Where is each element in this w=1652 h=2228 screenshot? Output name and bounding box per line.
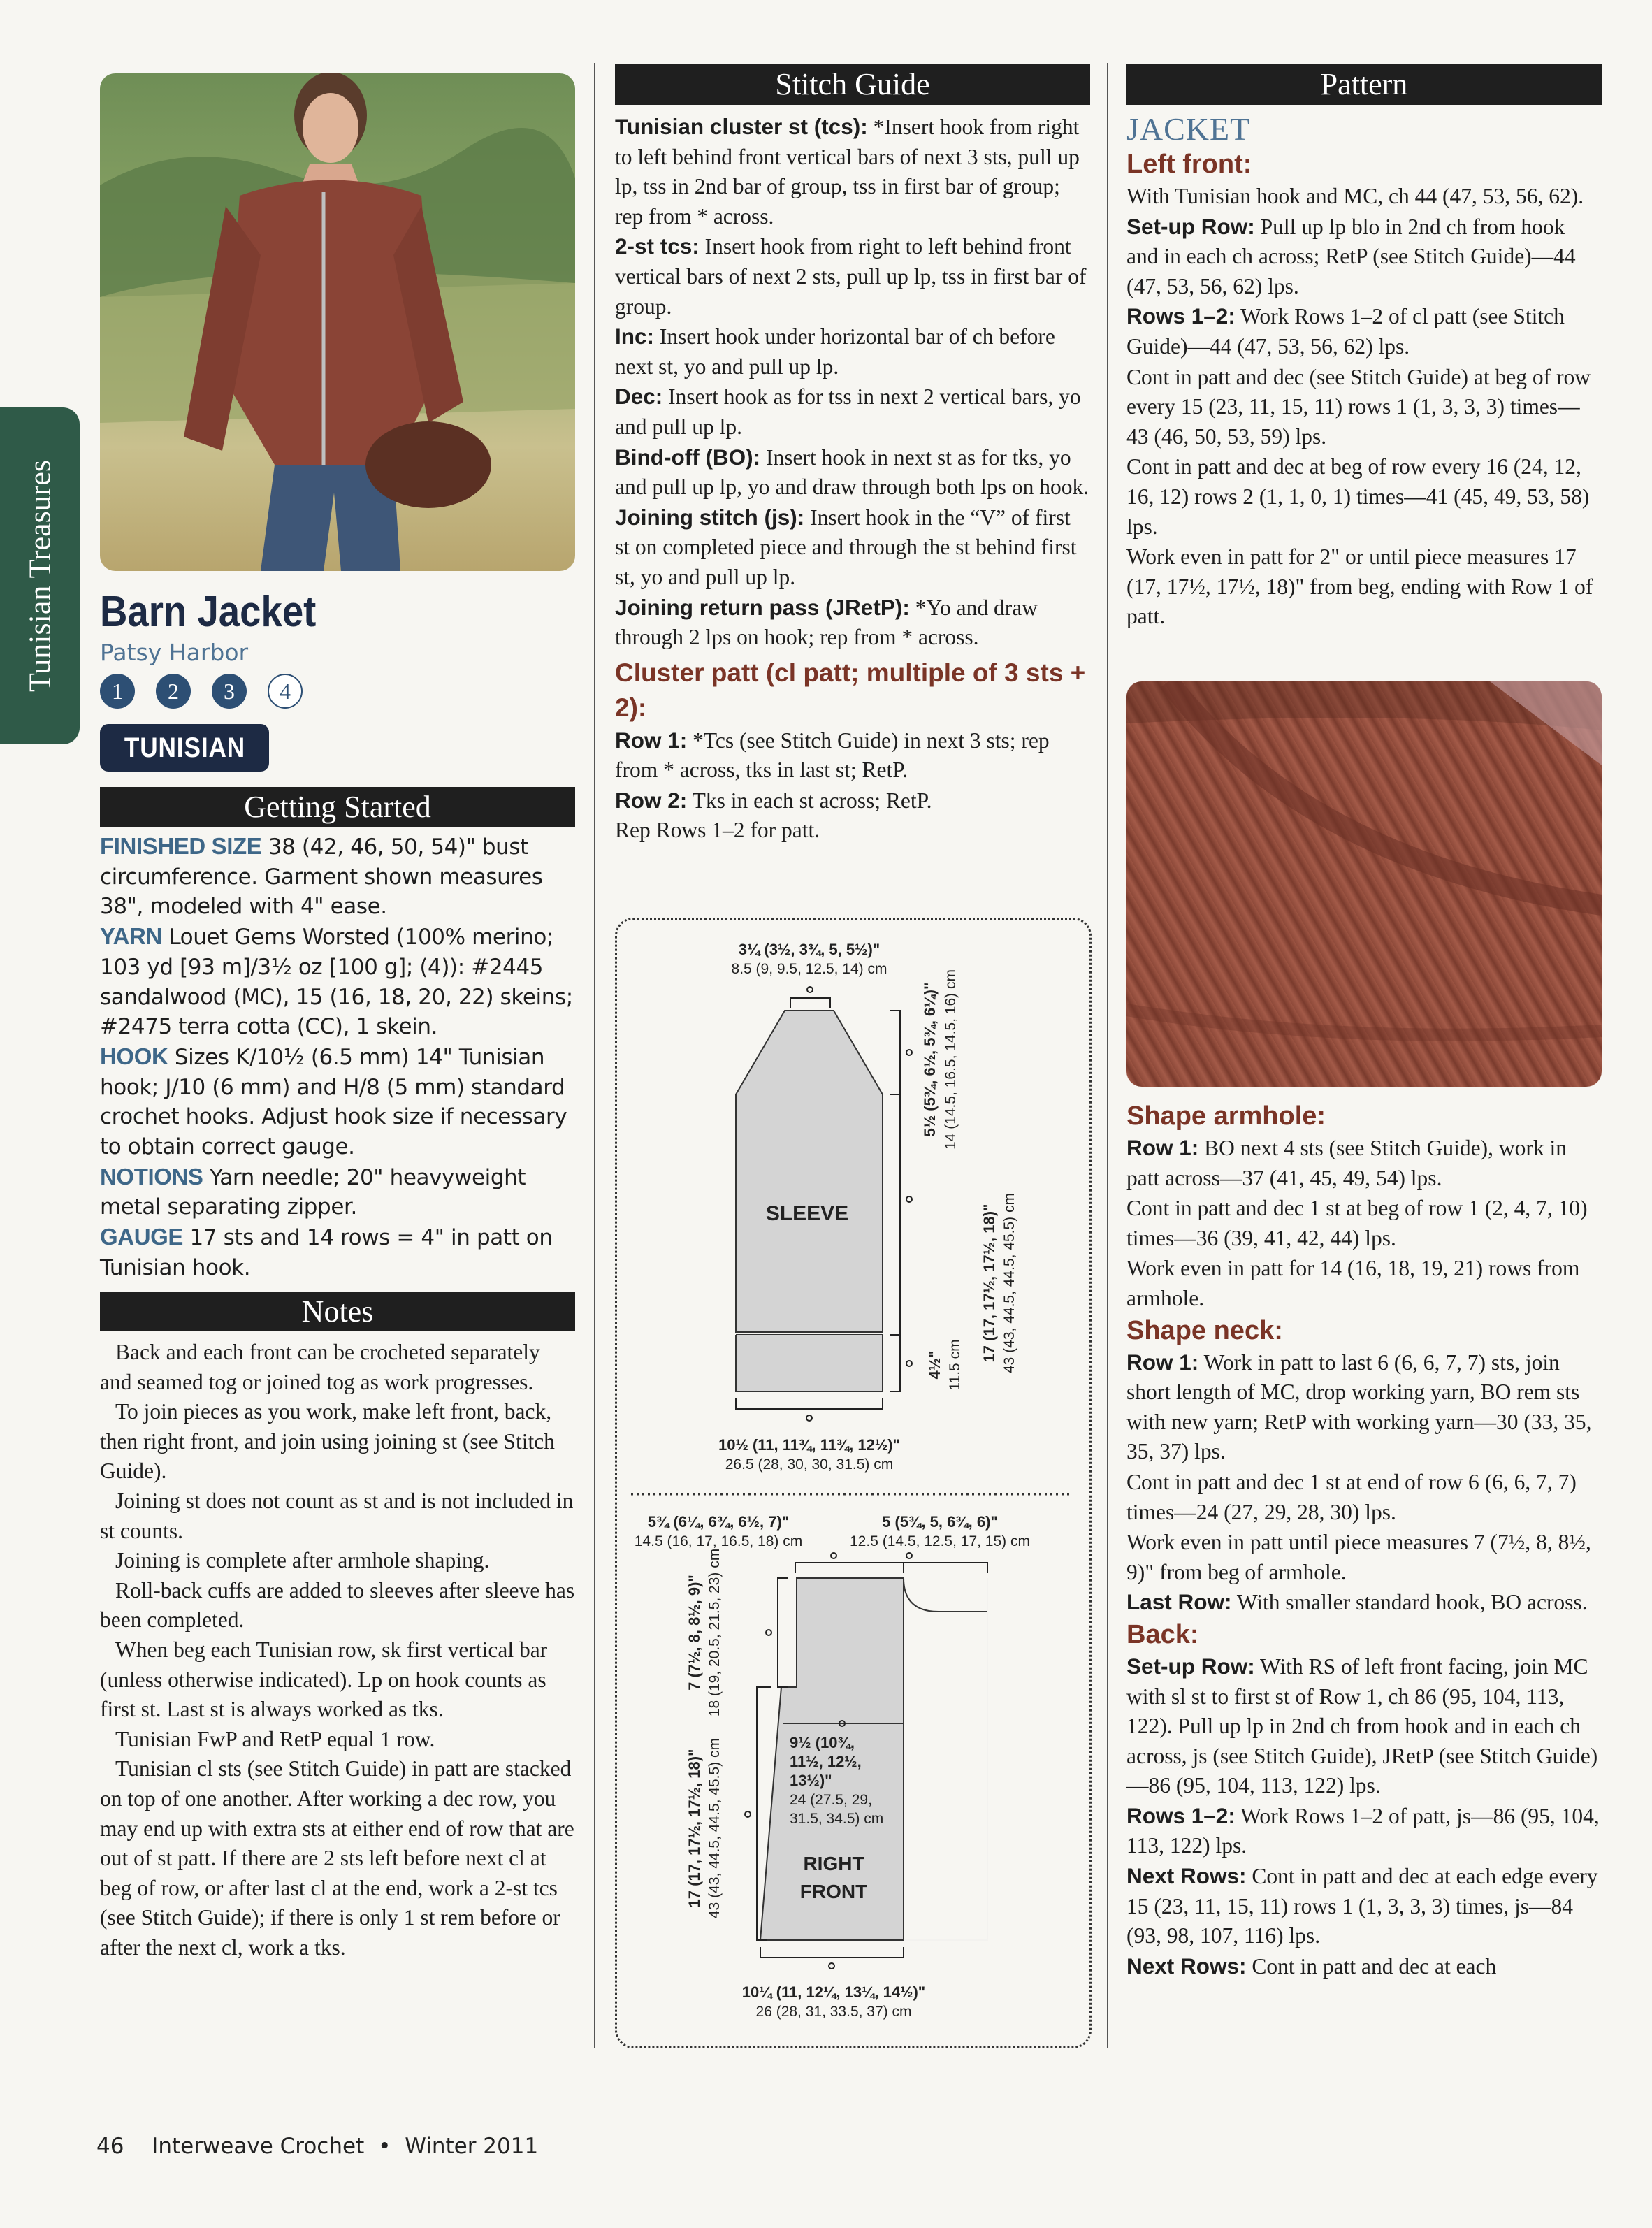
finished-size-item: FINISHED SIZE 38 (42, 46, 50, 54)" bust circumference. Garment shown measures 38", modeled with 4" ease. xyxy=(100,833,543,920)
front-width-line-1: 9½ (10¾, xyxy=(790,1734,855,1751)
back-para: Set-up Row: With RS of left front facing, join MC with sl st to first st of Row 1, ch 86 (95, 104, 113, 122). Pull up lp in 2nd ch from hook and in each ch across, js (see Stitch Guide), JRetP (see Stitch Guide)—86 (95, 104, 113, 122) lps. xyxy=(1126,1653,1598,1798)
back-para: Next Rows: Cont in patt and dec at each edge every 15 (23, 11, 15, 11) rows 1 (1, 3, 3, 3) times, js—84 (93, 98, 107, 116) lps. xyxy=(1126,1863,1598,1948)
cluster-row-2: Row 2: Tks in each st across; RetP. xyxy=(615,787,932,813)
sleeve-shape xyxy=(736,1011,883,1332)
front-bottom-bracket xyxy=(760,1947,904,1958)
schematic-drawing xyxy=(617,920,1089,2046)
getting-started-heading: Getting Started xyxy=(100,787,575,827)
sleeve-length-marker xyxy=(906,1196,912,1202)
designer-name: Patsy Harbor xyxy=(100,639,249,666)
stitch-joining: Joining stitch (js): Insert hook in the “V” of first st on completed piece and through the st behind first st, yo and pull up lp. xyxy=(615,504,1077,589)
sleeve-cuff-inches: 4½" xyxy=(926,1350,943,1380)
sleeve-length-inches: 17 (17, 17½, 17½, 18)" xyxy=(980,1203,998,1363)
sleeve-bottom-bracket xyxy=(736,1398,883,1409)
stitch-bind-off: Bind-off (BO): Insert hook in next st as for tks, yo and pull up lp, yo and draw through both lps on hook. xyxy=(615,444,1089,500)
sleeve-bottom-cm: 26.5 (28, 30, 30, 31.5) cm xyxy=(725,1456,894,1473)
sleeve-cap-inches: 5½ (5¾, 6½, 5¾, 6¼)" xyxy=(921,982,939,1137)
cluster-rep: Rep Rows 1–2 for patt. xyxy=(615,818,820,843)
front-neck-inches: 5 (5¾, 5, 6¾, 6)" xyxy=(882,1513,998,1531)
front-armhole-bracket xyxy=(778,1578,788,1687)
skill-level-2: 2 xyxy=(156,674,191,709)
sleeve-length-bracket xyxy=(890,1094,900,1391)
stitch-tcs: Tunisian cluster st (tcs): *Insert hook from right to left behind front vertical bars of next 3 sts, pull up lp, tss in 2nd bar of group, tss in first bar of group; rep from * across. xyxy=(615,114,1080,229)
technique-badge: TUNISIAN xyxy=(100,724,269,772)
side-tab-label: Tunisian Treasures xyxy=(22,459,57,693)
column-divider xyxy=(594,63,595,2048)
getting-started-list xyxy=(100,832,575,1283)
sleeve-top-cm: 8.5 (9, 9.5, 12.5, 14) cm xyxy=(731,961,887,977)
skill-level-3: 3 xyxy=(212,674,247,709)
front-neck-bracket xyxy=(904,1563,987,1573)
front-armhole-inches: 7 (7½, 8, 8½, 9)" xyxy=(686,1575,703,1691)
note-paragraph: To join pieces as you work, make left front, back, then right front, and join using joining st (see Stitch Guide). xyxy=(100,1399,555,1484)
note-paragraph: Roll-back cuffs are added to sleeves after sleeve has been completed. xyxy=(100,1577,575,1633)
stitch-guide-body xyxy=(615,112,1090,846)
stitch-detail-photo xyxy=(1126,681,1602,1087)
front-side-cm: 43 (43, 44.5, 44.5, 45.5) cm xyxy=(707,1738,723,1918)
hook-item: HOOK Sizes K/10½ (6.5 mm) 14" Tunisian hook; J/10 (6 mm) and H/8 (5 mm) standard crochet hooks. Adjust hook size if necessary to obtain correct gauge. xyxy=(100,1043,567,1160)
stitch-guide-heading: Stitch Guide xyxy=(615,64,1090,105)
footer-bullet: • xyxy=(378,2134,391,2159)
back-heading: Back: xyxy=(1126,1619,1199,1649)
sleeve-cuff-marker xyxy=(906,1361,912,1366)
armhole-para: Row 1: BO next 4 sts (see Stitch Guide), work in patt across—37 (41, 45, 49, 54) lps. xyxy=(1126,1135,1567,1190)
front-shoulder-bracket xyxy=(795,1563,904,1573)
shape-armhole-heading: Shape armhole: xyxy=(1126,1101,1326,1131)
front-bottom-marker xyxy=(829,1963,834,1969)
model-photo xyxy=(100,73,575,571)
neck-para: Work even in patt until piece measures 7 (7½, 8, 8½, 9)" from beg of armhole. xyxy=(1126,1530,1591,1584)
front-width-line-3: 13½)" xyxy=(790,1772,832,1789)
left-front-para: Work even in patt for 2" or until piece measures 17 (17, 17½, 17½, 18)" from beg, ending with Row 1 of patt. xyxy=(1126,544,1593,629)
note-paragraph: Back and each front can be crocheted separately and seamed tog or joined tog as work progresses. xyxy=(100,1340,540,1394)
notions-item: NOTIONS Yarn needle; 20" heavyweight metal separating zipper. xyxy=(100,1163,526,1220)
jacket-section-heading: JACKET xyxy=(1126,111,1251,147)
front-label-line1: RIGHT xyxy=(803,1853,864,1874)
left-front-para: With Tunisian hook and MC, ch 44 (47, 53, 56, 62). xyxy=(1126,184,1584,208)
front-side-marker xyxy=(745,1811,751,1817)
sleeve-cuff-bracket xyxy=(890,1335,900,1391)
model-photo-art xyxy=(100,73,575,571)
front-shoulder-cm: 14.5 (16, 17, 16.5, 18) cm xyxy=(634,1533,803,1549)
stitch-2st-tcs: 2-st tcs: Insert hook from right to left behind front vertical bars of next 2 sts, pull up lp, tss in first bar of group. xyxy=(615,233,1087,319)
front-bottom-cm: 26 (28, 31, 33.5, 37) cm xyxy=(755,2004,912,2020)
left-front-para: Cont in patt and dec at beg of row every 16 (24, 12, 16, 12) rows 2 (1, 1, 0, 1) times—41 (45, 49, 53, 58) lps. xyxy=(1126,454,1590,539)
note-paragraph: When beg each Tunisian row, sk first vertical bar (unless otherwise indicated). Lp on hook counts as first st. Last st is always worked as tks. xyxy=(100,1637,548,1722)
sleeve-top-inches: 3¼ (3½, 3¾, 5, 5½)" xyxy=(738,941,881,958)
stitch-dec: Dec: Insert hook as for tss in next 2 vertical bars, yo and pull up lp. xyxy=(615,384,1081,439)
armhole-para: Work even in patt for 14 (16, 18, 19, 21) rows from armhole. xyxy=(1126,1256,1580,1310)
page-footer xyxy=(96,2134,538,2159)
side-tab xyxy=(0,407,80,744)
back-para: Rows 1–2: Work Rows 1–2 of patt, js—86 (95, 104, 113, 122) lps. xyxy=(1126,1802,1600,1858)
gauge-item: GAUGE 17 sts and 14 rows = 4" in patt on Tunisian hook. xyxy=(100,1224,553,1280)
stitch-inc: Inc: Insert hook under horizontal bar of ch before next st, yo and pull up lp. xyxy=(615,324,1055,379)
front-width-cm-2: 31.5, 34.5) cm xyxy=(790,1811,884,1827)
front-width-line-2: 11½, 12½, xyxy=(790,1753,862,1770)
sleeve-length-cm: 43 (43, 44.5, 44.5, 45.5) cm xyxy=(1001,1193,1017,1373)
left-front-body xyxy=(1126,147,1602,632)
left-front-para: Cont in patt and dec (see Stitch Guide) at beg of row every 15 (23, 11, 15, 11) rows 1 (1, 3, 3, 3) times—43 (46, 50, 53, 59) lps. xyxy=(1126,364,1591,449)
front-neck-cm: 12.5 (14.5, 12.5, 17, 15) cm xyxy=(850,1533,1030,1549)
front-side-inches: 17 (17, 17½, 17½, 18)" xyxy=(686,1749,703,1908)
front-label-line2: FRONT xyxy=(799,1881,868,1902)
pattern-heading: Pattern xyxy=(1126,64,1602,105)
cluster-row-1: Row 1: *Tcs (see Stitch Guide) in next 3 sts; rep from * across, tks in last st; RetP. xyxy=(615,727,1050,783)
front-shoulder-inches: 5¾ (6¼, 6¾, 6½, 7)" xyxy=(647,1513,790,1531)
page-number: 46 xyxy=(96,2134,124,2159)
notes-body xyxy=(100,1338,575,1962)
front-armhole-cm: 18 (19, 20.5, 21.5, 23) cm xyxy=(707,1548,723,1717)
armhole-para: Cont in patt and dec 1 st at beg of row 1 (2, 4, 7, 10) times—36 (39, 41, 42, 44) lps. xyxy=(1126,1196,1588,1250)
schematic-panel xyxy=(615,918,1092,2048)
sleeve-top-bracket xyxy=(790,998,830,1008)
pattern-title: Barn Jacket xyxy=(100,588,317,636)
shape-neck-heading: Shape neck: xyxy=(1126,1315,1283,1345)
yarn-item: YARN Louet Gems Worsted (100% merino; 103 yd [93 m]/3½ oz [100 g]; (4)): #2445 sandalwood (MC), 15 (16, 18, 20, 22) skeins; #2475 terra cotta (CC), 1 skein. xyxy=(100,923,573,1040)
left-front-para: Rows 1–2: Work Rows 1–2 of cl patt (see Stitch Guide)—44 (47, 53, 56, 62) lps. xyxy=(1126,303,1565,359)
publication-name: Interweave Crochet xyxy=(152,2134,365,2159)
sleeve-cap-cm: 14 (14.5, 16.5, 14.5, 16) cm xyxy=(943,969,959,1150)
sleeve-cuff-cm: 11.5 cm xyxy=(947,1339,963,1391)
note-paragraph: Tunisian FwP and RetP equal 1 row. xyxy=(115,1726,435,1751)
sleeve-bottom-marker xyxy=(806,1415,812,1421)
stitch-jretp: Joining return pass (JRetP): *Yo and draw through 2 lps on hook; rep from * across. xyxy=(615,594,1038,650)
left-front-heading: Left front: xyxy=(1126,150,1252,179)
cluster-patt-heading: Cluster patt (cl patt; multiple of 3 sts + 2): xyxy=(615,658,1086,722)
front-neck-marker xyxy=(906,1553,912,1558)
skill-level-4: 4 xyxy=(268,674,303,709)
sleeve-cap-bracket xyxy=(890,1011,900,1094)
note-paragraph: Joining is complete after armhole shaping. xyxy=(115,1548,490,1573)
front-armhole-marker xyxy=(766,1630,771,1635)
armhole-neck-back-body xyxy=(1126,1099,1602,1981)
skill-level-indicator xyxy=(100,674,303,709)
skill-level-1: 1 xyxy=(100,674,135,709)
sleeve-label: SLEEVE xyxy=(765,1202,849,1225)
neck-para: Row 1: Work in patt to last 6 (6, 6, 7, 7) sts, join short length of MC, drop working yarn, BO rem sts with new yarn; RetP with working yarn—30 (33, 35, 35, 37) lps. xyxy=(1126,1349,1592,1464)
notes-heading: Notes xyxy=(100,1292,575,1331)
front-width-cm-1: 24 (27.5, 29, xyxy=(790,1792,872,1808)
neck-para: Cont in patt and dec 1 st at end of row 6 (6, 6, 7, 7) times—24 (27, 29, 28, 30) lps. xyxy=(1126,1469,1577,1524)
stitch-detail-art xyxy=(1126,681,1602,1087)
left-front-para: Set-up Row: Pull up lp blo in 2nd ch from hook and in each ch across; RetP (see Stitch Guide)—44 (47, 53, 56, 62) lps. xyxy=(1126,213,1576,298)
back-para: Next Rows: Cont in patt and dec at each xyxy=(1126,1953,1497,1979)
front-shoulder-marker xyxy=(831,1553,836,1558)
front-bottom-inches: 10¼ (11, 12¼, 13¼, 14½)" xyxy=(741,1983,926,2001)
sleeve-bottom-inches: 10½ (11, 11¾, 11¾, 12½)" xyxy=(718,1436,900,1454)
sleeve-cuff xyxy=(736,1335,883,1391)
note-paragraph: Tunisian cl sts (see Stitch Guide) in patt are stacked on top of one another. After working a dec row, you may end up with extra sts at either end of row that are out of st patt. If there are 2 sts left before next cl at beg of row, or after last cl at the end, work a 2-st tcs (see Stitch Guide); if there is only 1 st rem before or after the next cl, work a tks. xyxy=(100,1756,574,1960)
sleeve-cap-marker xyxy=(906,1050,912,1055)
sleeve-top-marker xyxy=(807,987,813,992)
column-divider xyxy=(1107,63,1108,2048)
note-paragraph: Joining st does not count as st and is not included in st counts. xyxy=(100,1488,574,1543)
issue-name: Winter 2011 xyxy=(405,2134,539,2159)
neck-para: Last Row: With smaller standard hook, BO across. xyxy=(1126,1589,1588,1615)
